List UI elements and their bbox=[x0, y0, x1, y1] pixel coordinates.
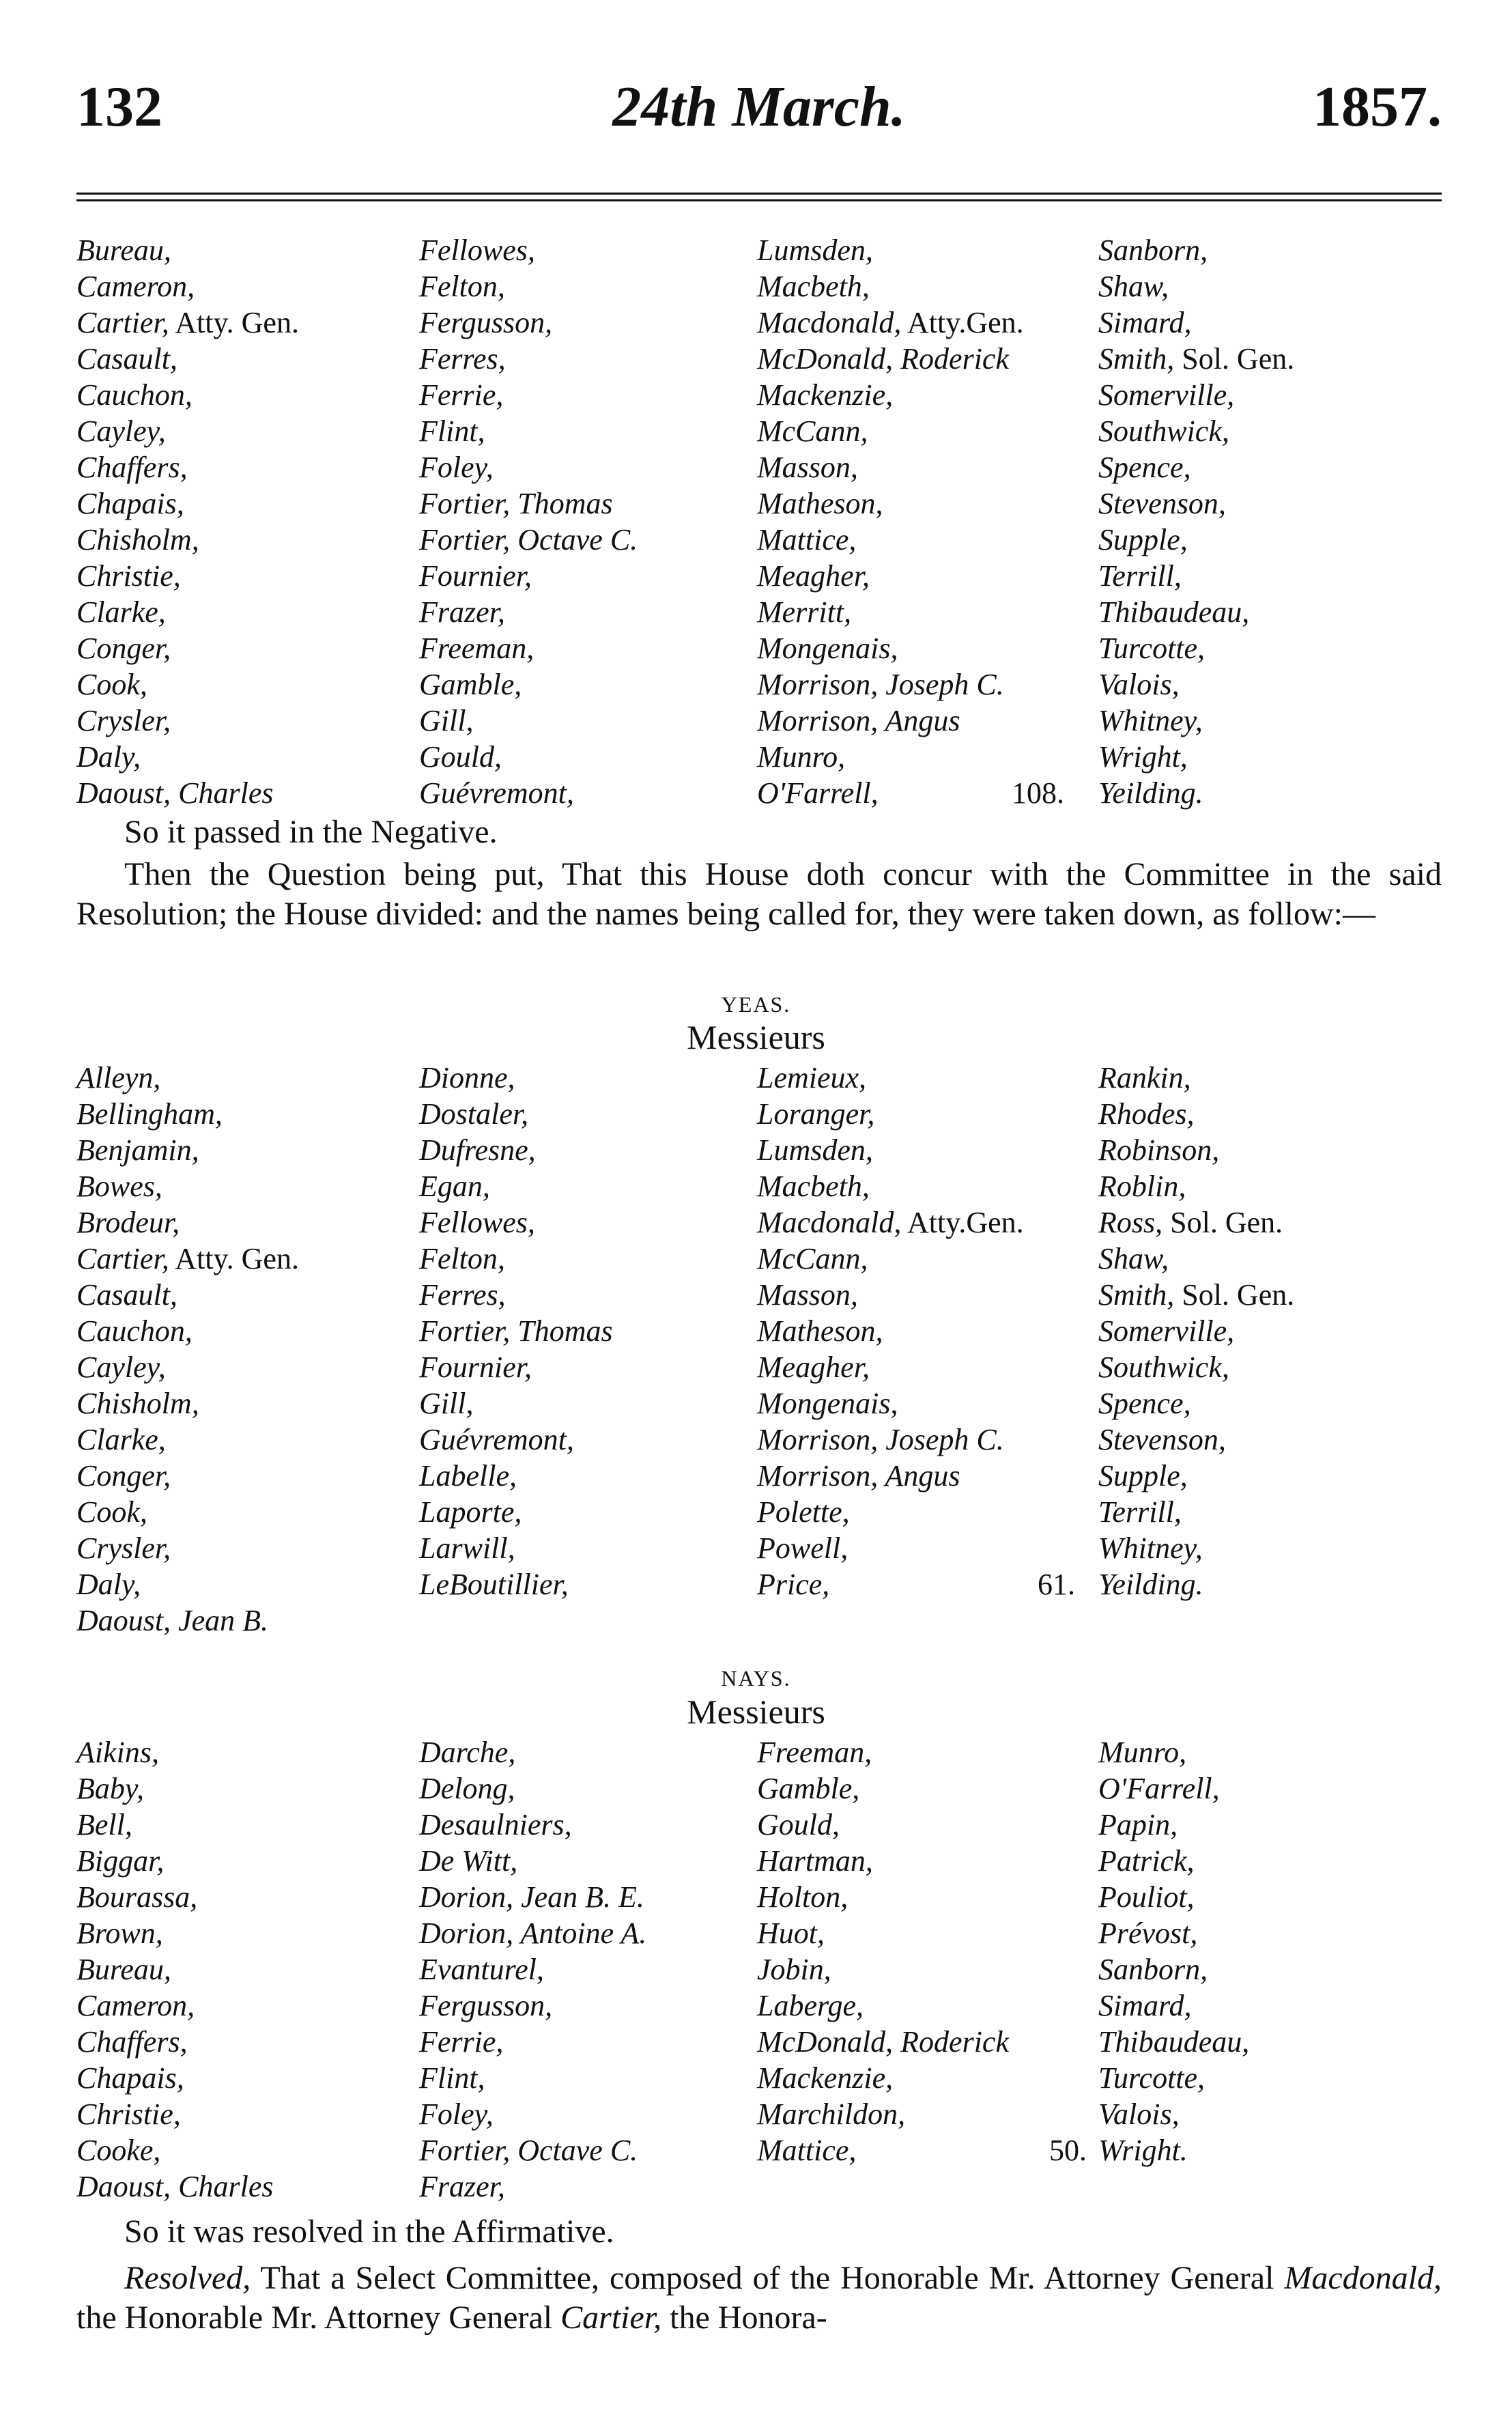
member-name: Mackenzie, bbox=[757, 2061, 894, 2095]
member-name: Macbeth, bbox=[757, 1170, 870, 1203]
member-name: Fortier, Octave C. bbox=[419, 2134, 638, 2167]
member-name: Fergusson, bbox=[419, 306, 553, 339]
member-name: Biggar, bbox=[76, 1844, 165, 1878]
member-name: Masson, bbox=[757, 1278, 858, 1312]
member-name: Frazer, bbox=[419, 2170, 505, 2203]
resolution-text-2: the Honorable Mr. Attorney General bbox=[76, 2300, 561, 2336]
member-name: Munro, bbox=[757, 740, 846, 774]
yeas-names bbox=[76, 1060, 1462, 1639]
member-name: Casault, bbox=[76, 342, 177, 376]
member-name: Morrison, Joseph C. bbox=[757, 1423, 1004, 1456]
question-paragraph: Then the Question being put, That this House doth concur with the Committee in the said Resolution; the House divided: and the names being called for, they were taken down, as follow:— bbox=[76, 856, 1442, 932]
nays-heading: NAYS. bbox=[721, 1666, 791, 1691]
member-name: Felton, bbox=[419, 1242, 505, 1275]
member-name: Sanborn, bbox=[1098, 234, 1208, 267]
member-name: McCann, bbox=[757, 1242, 868, 1275]
member-name: Chaffers, bbox=[76, 451, 188, 484]
member-name: Foley, bbox=[419, 451, 494, 484]
member-name: Flint, bbox=[419, 414, 485, 448]
member-name: Bureau, bbox=[76, 1953, 171, 1986]
resolution-name-2: Cartier, bbox=[560, 2300, 662, 2336]
resolved-label: Resolved, bbox=[124, 2260, 251, 2296]
member-name: Smith, Sol. Gen. bbox=[1098, 1278, 1295, 1312]
name-row bbox=[76, 1458, 1462, 1494]
affirmative-paragraph: So it was resolved in the Affirmative. bbox=[124, 2214, 614, 2250]
member-name: Southwick, bbox=[1098, 414, 1229, 448]
member-name: Cauchon, bbox=[76, 378, 192, 412]
member-name: Spence, bbox=[1098, 451, 1191, 484]
member-name: De Witt, bbox=[419, 1844, 518, 1878]
nays-messieurs: Messieurs bbox=[687, 1693, 825, 1731]
member-name: Bell, bbox=[76, 1808, 132, 1841]
name-row bbox=[76, 1734, 1462, 1770]
member-name: Southwick, bbox=[1098, 1351, 1229, 1384]
name-row bbox=[76, 268, 1462, 305]
name-row bbox=[76, 2060, 1462, 2096]
name-row bbox=[76, 1132, 1462, 1168]
member-name: Sanborn, bbox=[1098, 1953, 1208, 1986]
member-name: Rhodes, bbox=[1098, 1097, 1195, 1131]
member-name: Foley, bbox=[419, 2097, 494, 2131]
member-name: Frazer, bbox=[419, 595, 505, 629]
member-name: Freeman, bbox=[757, 1736, 872, 1769]
member-name: Flint, bbox=[419, 2061, 485, 2095]
resolution-text-3: the Honora- bbox=[661, 2300, 827, 2336]
member-name: Whitney, bbox=[1098, 704, 1203, 737]
member-name: Lemieux, bbox=[757, 1061, 867, 1094]
member-name: Fortier, Thomas bbox=[419, 1314, 613, 1348]
member-name: Papin, bbox=[1098, 1808, 1178, 1841]
member-name: Larwill, bbox=[419, 1531, 515, 1565]
member-name: Ferrie, bbox=[419, 378, 504, 412]
member-name: Whitney, bbox=[1098, 1531, 1203, 1565]
member-name: Gill, bbox=[419, 1387, 474, 1420]
member-name: Somerville, bbox=[1098, 1314, 1235, 1348]
member-name: Chapais, bbox=[76, 487, 184, 520]
member-name: Evanturel, bbox=[419, 1953, 544, 1986]
member-name: Cartier, Atty. Gen. bbox=[76, 1242, 299, 1275]
header-rule-top bbox=[76, 193, 1442, 195]
name-row bbox=[76, 2024, 1462, 2060]
name-row bbox=[76, 1951, 1462, 1988]
name-row bbox=[76, 377, 1462, 413]
member-name: McDonald, Roderick bbox=[757, 342, 1009, 376]
page-date: 24th March. bbox=[612, 75, 906, 139]
member-name: Supple, bbox=[1098, 1459, 1188, 1493]
member-name: Wright. bbox=[1098, 2134, 1188, 2167]
name-row bbox=[76, 594, 1462, 630]
name-row bbox=[76, 1915, 1462, 1951]
member-name: Laporte, bbox=[419, 1495, 522, 1529]
nays-names bbox=[76, 1734, 1462, 2205]
member-name: Mattice, bbox=[757, 523, 857, 556]
member-name: Cook, bbox=[76, 668, 147, 701]
name-row bbox=[76, 1422, 1462, 1458]
name-row bbox=[76, 485, 1462, 522]
name-row bbox=[76, 341, 1462, 377]
member-name: Simard, bbox=[1098, 1989, 1192, 2022]
member-name: Holton, bbox=[757, 1880, 848, 1914]
vote-count: 50. bbox=[1049, 2134, 1087, 2167]
member-name: Shaw, bbox=[1098, 270, 1169, 303]
member-name: Daoust, Charles bbox=[76, 2170, 274, 2203]
member-name: Fournier, bbox=[419, 1351, 532, 1384]
member-name: Supple, bbox=[1098, 523, 1188, 556]
member-name: Morrison, Angus bbox=[757, 1459, 960, 1493]
member-name: Casault, bbox=[76, 1278, 177, 1312]
member-name: O'Farrell, bbox=[1098, 1772, 1220, 1805]
member-name: Roblin, bbox=[1098, 1170, 1186, 1203]
member-name: Chapais, bbox=[76, 2061, 184, 2095]
member-name: Valois, bbox=[1098, 668, 1180, 701]
name-row bbox=[76, 775, 1462, 811]
member-name: Cameron, bbox=[76, 270, 195, 303]
member-name: Daly, bbox=[76, 740, 141, 774]
member-name: Simard, bbox=[1098, 306, 1192, 339]
resolution-paragraph bbox=[76, 2259, 1442, 2338]
member-name: Merritt, bbox=[757, 595, 852, 629]
member-name: Gould, bbox=[757, 1808, 840, 1841]
name-row bbox=[76, 1602, 1462, 1639]
member-name: O'Farrell, bbox=[757, 776, 879, 810]
member-name: Cartier, Atty. Gen. bbox=[76, 306, 299, 339]
member-name: Macdonald, Atty.Gen. bbox=[757, 1206, 1024, 1239]
member-name: Morrison, Angus bbox=[757, 704, 960, 737]
member-name: Smith, Sol. Gen. bbox=[1098, 342, 1295, 376]
member-name: McDonald, Roderick bbox=[757, 2025, 1009, 2059]
member-name: Marchildon, bbox=[757, 2097, 906, 2131]
member-name: Freeman, bbox=[419, 632, 534, 665]
member-name: Huot, bbox=[757, 1917, 825, 1950]
member-name: Masson, bbox=[757, 451, 858, 484]
member-name: Thibaudeau, bbox=[1098, 2025, 1250, 2059]
member-name: Darche, bbox=[419, 1736, 516, 1769]
name-row bbox=[76, 1313, 1462, 1349]
member-name: Rankin, bbox=[1098, 1061, 1191, 1094]
member-name: Pouliot, bbox=[1098, 1880, 1195, 1914]
name-row bbox=[76, 522, 1462, 558]
name-row bbox=[76, 1168, 1462, 1204]
member-name: Fortier, Octave C. bbox=[419, 523, 638, 556]
member-name: Laberge, bbox=[757, 1989, 864, 2022]
member-name: Dorion, Jean B. E. bbox=[419, 1880, 644, 1914]
member-name: Wright, bbox=[1098, 740, 1188, 774]
name-row bbox=[76, 1241, 1462, 1277]
member-name: Ferres, bbox=[419, 342, 506, 376]
member-name: Lumsden, bbox=[757, 234, 873, 267]
name-row bbox=[76, 232, 1462, 268]
member-name: Cauchon, bbox=[76, 1314, 192, 1348]
member-name: Gould, bbox=[419, 740, 502, 774]
vote-count: 61. bbox=[1038, 1568, 1075, 1601]
member-name: Alleyn, bbox=[76, 1061, 161, 1094]
member-name: Bowes, bbox=[76, 1170, 162, 1203]
member-name: Cayley, bbox=[76, 1351, 166, 1384]
member-name: Yeilding. bbox=[1098, 1568, 1203, 1601]
division-names-continued bbox=[76, 232, 1462, 811]
member-name: Chisholm, bbox=[76, 1387, 199, 1420]
member-name: Fergusson, bbox=[419, 1989, 553, 2022]
page-number: 132 bbox=[76, 75, 162, 139]
member-name: LeBoutillier, bbox=[419, 1568, 569, 1601]
name-row bbox=[76, 1879, 1462, 1915]
name-row bbox=[76, 2132, 1462, 2168]
member-name: Polette, bbox=[757, 1495, 850, 1529]
name-row bbox=[76, 739, 1462, 775]
name-row bbox=[76, 1277, 1462, 1313]
name-row bbox=[76, 703, 1462, 739]
member-name: Valois, bbox=[1098, 2097, 1180, 2131]
member-name: Dostaler, bbox=[419, 1097, 529, 1131]
member-name: Gill, bbox=[419, 704, 474, 737]
member-name: Dionne, bbox=[419, 1061, 515, 1094]
member-name: Cook, bbox=[76, 1495, 147, 1529]
name-row bbox=[76, 1385, 1462, 1422]
member-name: Lumsden, bbox=[757, 1133, 873, 1167]
member-name: Bellingham, bbox=[76, 1097, 223, 1131]
name-row bbox=[76, 2168, 1462, 2205]
member-name: Macdonald, Atty.Gen. bbox=[757, 306, 1024, 339]
name-row bbox=[76, 2096, 1462, 2132]
member-name: Ross, Sol. Gen. bbox=[1098, 1206, 1283, 1239]
member-name: Fellowes, bbox=[419, 1206, 535, 1239]
member-name: Yeilding. bbox=[1098, 776, 1203, 810]
name-row bbox=[76, 413, 1462, 449]
member-name: Shaw, bbox=[1098, 1242, 1169, 1275]
member-name: Daly, bbox=[76, 1568, 141, 1601]
member-name: Matheson, bbox=[757, 1314, 883, 1348]
member-name: Terrill, bbox=[1098, 559, 1182, 593]
member-name: Fellowes, bbox=[419, 234, 535, 267]
negative-paragraph: So it passed in the Negative. bbox=[124, 814, 498, 850]
name-row bbox=[76, 1530, 1462, 1566]
member-name: Gamble, bbox=[757, 1772, 860, 1805]
member-name: Morrison, Joseph C. bbox=[757, 668, 1004, 701]
resolution-name-1: Macdonald, bbox=[1284, 2260, 1442, 2296]
yeas-messieurs: Messieurs bbox=[687, 1018, 825, 1056]
member-name: Cameron, bbox=[76, 1989, 195, 2022]
member-name: Spence, bbox=[1098, 1387, 1191, 1420]
member-name: Terrill, bbox=[1098, 1495, 1182, 1529]
member-name: Munro, bbox=[1098, 1736, 1187, 1769]
member-name: Conger, bbox=[76, 1459, 171, 1493]
name-row bbox=[76, 1349, 1462, 1385]
member-name: Brown, bbox=[76, 1917, 163, 1950]
member-name: Cooke, bbox=[76, 2134, 161, 2167]
name-row bbox=[76, 1494, 1462, 1530]
name-row bbox=[76, 305, 1462, 341]
member-name: Clarke, bbox=[76, 1423, 166, 1456]
name-row bbox=[76, 1807, 1462, 1843]
member-name: Somerville, bbox=[1098, 378, 1235, 412]
member-name: Turcotte, bbox=[1098, 632, 1206, 665]
page-header bbox=[76, 74, 1442, 149]
member-name: Ferrie, bbox=[419, 2025, 504, 2059]
name-row bbox=[76, 449, 1462, 485]
member-name: Dufresne, bbox=[419, 1133, 536, 1167]
member-name: Cayley, bbox=[76, 414, 166, 448]
member-name: Hartman, bbox=[757, 1844, 873, 1878]
member-name: Mackenzie, bbox=[757, 378, 894, 412]
vote-count: 108. bbox=[1012, 776, 1064, 810]
member-name: Egan, bbox=[419, 1170, 490, 1203]
member-name: Prévost, bbox=[1098, 1917, 1198, 1950]
yeas-heading: YEAS. bbox=[721, 992, 791, 1017]
member-name: Labelle, bbox=[419, 1459, 517, 1493]
member-name: Daoust, Jean B. bbox=[76, 1604, 269, 1637]
member-name: Chisholm, bbox=[76, 523, 199, 556]
member-name: Conger, bbox=[76, 632, 171, 665]
resolution-text-1: That a Select Committee, composed of the Honorable Mr. Attorney General bbox=[251, 2260, 1285, 2296]
name-row bbox=[76, 630, 1462, 666]
member-name: Patrick, bbox=[1098, 1844, 1195, 1878]
member-name: Mongenais, bbox=[757, 1387, 898, 1420]
member-name: McCann, bbox=[757, 414, 868, 448]
member-name: Christie, bbox=[76, 2097, 181, 2131]
member-name: Meagher, bbox=[757, 559, 870, 593]
member-name: Mongenais, bbox=[757, 632, 898, 665]
member-name: Fournier, bbox=[419, 559, 532, 593]
member-name: Bureau, bbox=[76, 234, 171, 267]
member-name: Baby, bbox=[76, 1772, 144, 1805]
member-name: Aikins, bbox=[76, 1736, 159, 1769]
member-name: Brodeur, bbox=[76, 1206, 180, 1239]
member-name: Thibaudeau, bbox=[1098, 595, 1250, 629]
member-name: Ferres, bbox=[419, 1278, 506, 1312]
name-row bbox=[76, 1060, 1462, 1096]
member-name: Crysler, bbox=[76, 1531, 171, 1565]
member-name: Stevenson, bbox=[1098, 487, 1226, 520]
member-name: Robinson, bbox=[1098, 1133, 1220, 1167]
member-name: Daoust, Charles bbox=[76, 776, 274, 810]
member-name: Gamble, bbox=[419, 668, 522, 701]
member-name: Guévremont, bbox=[419, 776, 574, 810]
member-name: Loranger, bbox=[757, 1097, 875, 1131]
member-name: Price, bbox=[757, 1568, 830, 1601]
name-row bbox=[76, 1843, 1462, 1879]
member-name: Felton, bbox=[419, 270, 505, 303]
member-name: Powell, bbox=[757, 1531, 848, 1565]
name-row bbox=[76, 666, 1462, 703]
member-name: Stevenson, bbox=[1098, 1423, 1226, 1456]
name-row bbox=[76, 558, 1462, 594]
member-name: Matheson, bbox=[757, 487, 883, 520]
name-row bbox=[76, 1204, 1462, 1241]
member-name: Chaffers, bbox=[76, 2025, 188, 2059]
member-name: Mattice, bbox=[757, 2134, 857, 2167]
page-year: 1857. bbox=[1313, 75, 1442, 139]
name-row bbox=[76, 1988, 1462, 2024]
member-name: Turcotte, bbox=[1098, 2061, 1206, 2095]
member-name: Guévremont, bbox=[419, 1423, 574, 1456]
member-name: Delong, bbox=[419, 1772, 515, 1805]
member-name: Jobin, bbox=[757, 1953, 831, 1986]
member-name: Meagher, bbox=[757, 1351, 870, 1384]
member-name: Desaulniers, bbox=[419, 1808, 572, 1841]
name-row bbox=[76, 1566, 1462, 1602]
member-name: Dorion, Antoine A. bbox=[419, 1917, 647, 1950]
name-row bbox=[76, 1770, 1462, 1807]
member-name: Crysler, bbox=[76, 704, 171, 737]
member-name: Bourassa, bbox=[76, 1880, 198, 1914]
member-name: Fortier, Thomas bbox=[419, 487, 613, 520]
member-name: Christie, bbox=[76, 559, 181, 593]
header-rule-bottom bbox=[76, 199, 1442, 201]
name-row bbox=[76, 1096, 1462, 1132]
member-name: Clarke, bbox=[76, 595, 166, 629]
member-name: Macbeth, bbox=[757, 270, 870, 303]
member-name: Benjamin, bbox=[76, 1133, 199, 1167]
